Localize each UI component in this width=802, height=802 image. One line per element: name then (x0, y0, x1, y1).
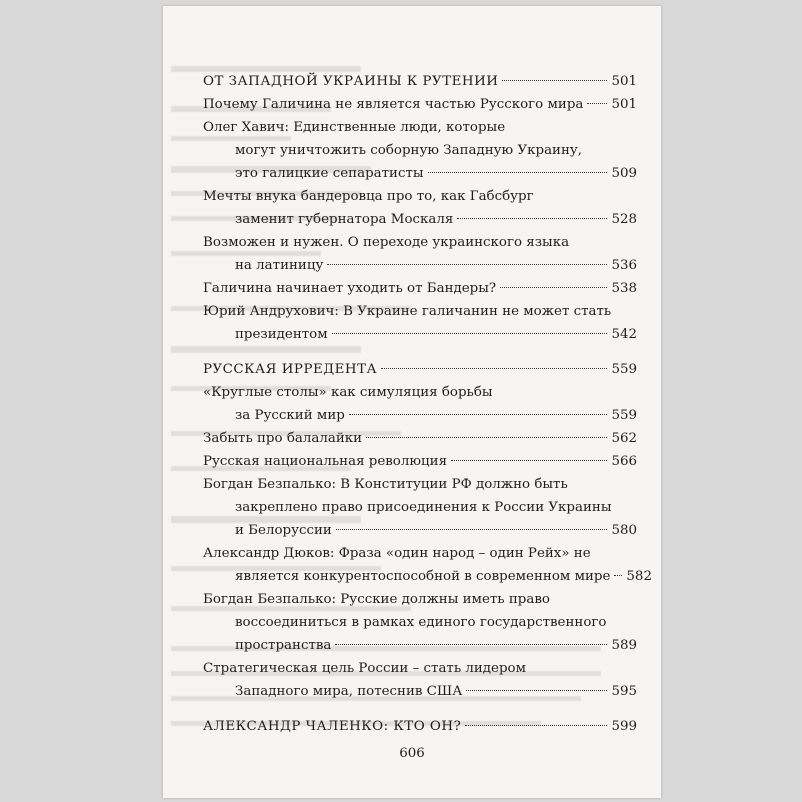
toc-page-number: 528 (611, 212, 637, 227)
toc-section-title-text: ОТ ЗАПАДНОЙ УКРАИНЫ К РУТЕНИИ (203, 74, 499, 89)
toc-section-title[interactable] (203, 715, 637, 738)
dot-leader (457, 218, 607, 219)
toc-entry-text: Западного мира, потеснив США (235, 684, 463, 699)
toc-entry-text: Богдан Безпалько: В Конституции РФ должно быть (203, 477, 568, 492)
dot-leader (428, 172, 608, 173)
dot-leader (465, 725, 607, 726)
toc-entry-text: могут уничтожить соборную Западную Украину, (235, 143, 583, 158)
page-number: 606 (399, 746, 425, 761)
toc-page-number: 589 (611, 638, 637, 653)
toc-entry[interactable] (203, 116, 637, 185)
toc-entry-text: Стратегическая цель России – стать лидером (203, 661, 527, 676)
toc-entry-text: Юрий Андрухович: В Украине галичанин не может стать (203, 304, 612, 319)
dot-leader (327, 264, 607, 265)
toc-entry-text: Забыть про балалайки (203, 431, 363, 446)
dot-leader (366, 437, 607, 438)
toc-entry-text: воссоединиться в рамках единого государственного (235, 615, 607, 630)
table-of-contents (203, 70, 652, 738)
toc-entry[interactable] (203, 381, 637, 427)
toc-entry[interactable] (203, 300, 637, 346)
toc-entry[interactable] (203, 231, 637, 277)
toc-entry-text: Мечты внука бандеровца про то, как Габсбург (203, 189, 534, 204)
toc-section-title-text: РУССКАЯ ИРРЕДЕНТА (203, 362, 378, 377)
toc-page-number: 538 (611, 281, 637, 296)
toc-entry-text: это галицкие сепаратисты (235, 166, 424, 181)
toc-entry[interactable] (203, 542, 652, 588)
toc-entry-text: Александр Дюков: Фраза «один народ – один Рейх» не (203, 546, 591, 561)
toc-entry[interactable] (203, 277, 637, 300)
dot-leader (466, 690, 607, 691)
dot-leader (349, 414, 608, 415)
toc-entry-text: Почему Галичина не является частью Русского мира (203, 97, 584, 112)
toc-entry-text: Возможен и нужен. О переходе украинского языка (203, 235, 570, 250)
toc-section-title[interactable] (203, 70, 637, 93)
dot-leader (614, 575, 622, 576)
toc-entry-text: президентом (235, 327, 328, 342)
toc-entry[interactable] (203, 93, 637, 116)
toc-page-number: 501 (611, 97, 637, 112)
toc-entry-text: и Белоруссии (235, 523, 332, 538)
toc-entry[interactable] (203, 588, 637, 657)
toc-page-number: 542 (611, 327, 637, 342)
dot-leader (587, 103, 607, 104)
toc-page-number: 536 (611, 258, 637, 273)
toc-page-number: 559 (611, 362, 637, 377)
toc-entry-text: пространства (235, 638, 332, 653)
dot-leader (332, 333, 608, 334)
toc-entry-text: Олег Хавич: Единственные люди, которые (203, 120, 506, 135)
book-page (163, 6, 661, 798)
toc-page-number: 582 (626, 569, 652, 584)
toc-entry-text: на латиницу (235, 258, 324, 273)
toc-page-number: 509 (611, 166, 637, 181)
toc-section-title[interactable] (203, 358, 637, 381)
toc-entry[interactable] (203, 657, 637, 703)
dot-leader (335, 644, 607, 645)
dot-leader (500, 287, 607, 288)
toc-page-number: 595 (611, 684, 637, 699)
toc-section-title-text: АЛЕКСАНДР ЧАЛЕНКО: КТО ОН? (203, 719, 462, 734)
toc-entry-text: Русская национальная революция (203, 454, 448, 469)
toc-entry-text: заменит губернатора Москаля (235, 212, 454, 227)
toc-page-number: 599 (611, 719, 637, 734)
dot-leader (451, 460, 607, 461)
toc-entry-text: закреплено право присоединения к России Украины (235, 500, 612, 515)
toc-page-number: 562 (611, 431, 637, 446)
dot-leader (502, 80, 607, 81)
toc-entry[interactable] (203, 185, 637, 231)
toc-entry-text: «Круглые столы» как симуляция борьбы (203, 385, 493, 400)
toc-page-number: 580 (611, 523, 637, 538)
toc-entry-text: за Русский мир (235, 408, 345, 423)
dot-leader (381, 368, 607, 369)
toc-entry[interactable] (203, 473, 637, 542)
toc-page-number: 501 (611, 74, 637, 89)
toc-entry-text: Галичина начинает уходить от Бандеры? (203, 281, 497, 296)
toc-entry[interactable] (203, 450, 637, 473)
dot-leader (336, 529, 608, 530)
toc-entry[interactable] (203, 427, 637, 450)
toc-page-number: 559 (611, 408, 637, 423)
toc-entry-text: является конкурентоспособной в современном мире (235, 569, 611, 584)
toc-page-number: 566 (611, 454, 637, 469)
toc-entry-text: Богдан Безпалько: Русские должны иметь право (203, 592, 550, 607)
